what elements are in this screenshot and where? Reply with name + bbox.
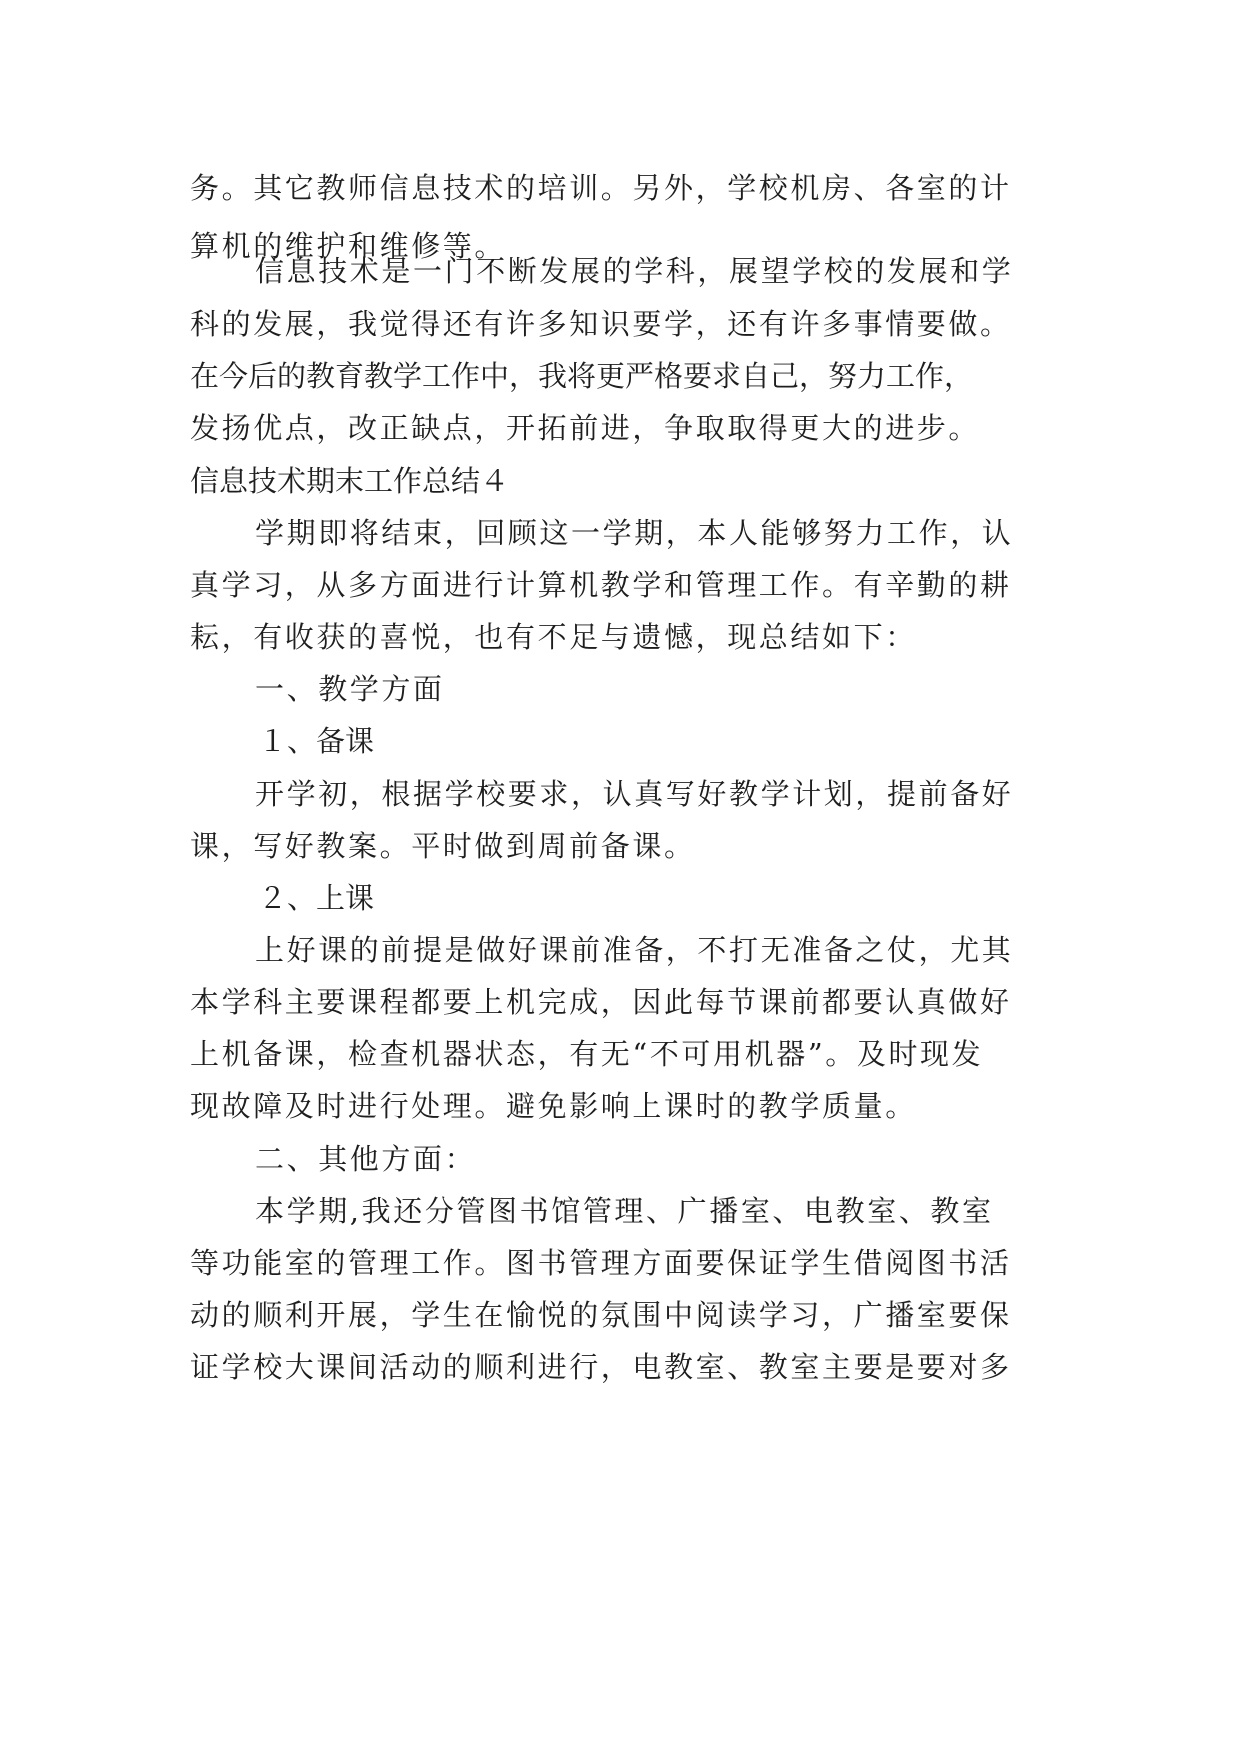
body-line: 本学科主要课程都要上机完成，因此每节课前都要认真做好 xyxy=(190,985,1012,1019)
subheading: ２、上课 xyxy=(258,881,375,915)
body-line: 算机的维护和维修等。 xyxy=(190,229,507,263)
body-line: 在今后的教育教学工作中，我将更严格要求自己，努力工作， xyxy=(190,359,974,393)
subheading: 二、其他方面： xyxy=(255,1142,477,1176)
section-heading: 信息技术期末工作总结４ xyxy=(190,464,510,498)
subheading: １、备课 xyxy=(258,724,375,758)
paragraph-first-line: 开学初，根据学校要求，认真写好教学计划，提前备好 xyxy=(255,777,1014,811)
body-line: 等功能室的管理工作。图书管理方面要保证学生借阅图书活 xyxy=(190,1246,1012,1280)
body-line: 发扬优点，改正缺点，开拓前进，争取取得更大的进步。 xyxy=(190,411,981,445)
body-line: 耘，有收获的喜悦，也有不足与遗憾，现总结如下： xyxy=(190,620,917,654)
paragraph-first-line: 信息技术是一门不断发展的学科，展望学校的发展和学 xyxy=(255,254,1014,288)
body-line: 上机备课，检查机器状态，有无“不可用机器”。及时现发 xyxy=(190,1037,984,1071)
body-line: 科的发展，我觉得还有许多知识要学，还有许多事情要做。 xyxy=(190,307,1012,341)
body-line: 务。其它教师信息技术的培训。另外，学校机房、各室的计 xyxy=(190,171,1012,205)
paragraph-first-line: 学期即将结束，回顾这一学期，本人能够努力工作，认 xyxy=(255,516,1014,550)
paragraph-first-line: 上好课的前提是做好课前准备，不打无准备之仗，尤其 xyxy=(255,933,1014,967)
body-line: 证学校大课间活动的顺利进行，电教室、教室主要是要对多 xyxy=(190,1350,1012,1384)
subheading: 一、教学方面 xyxy=(255,672,445,706)
body-line: 真学习，从多方面进行计算机教学和管理工作。有辛勤的耕 xyxy=(190,568,1012,602)
body-line: 动的顺利开展，学生在愉悦的氛围中阅读学习，广播室要保 xyxy=(190,1298,1012,1332)
paragraph-first-line: 本学期,我还分管图书馆管理、广播室、电教室、教室 xyxy=(255,1194,994,1228)
body-line: 课，写好教案。平时做到周前备课。 xyxy=(190,829,696,863)
body-line: 现故障及时进行处理。避免影响上课时的教学质量。 xyxy=(190,1089,917,1123)
